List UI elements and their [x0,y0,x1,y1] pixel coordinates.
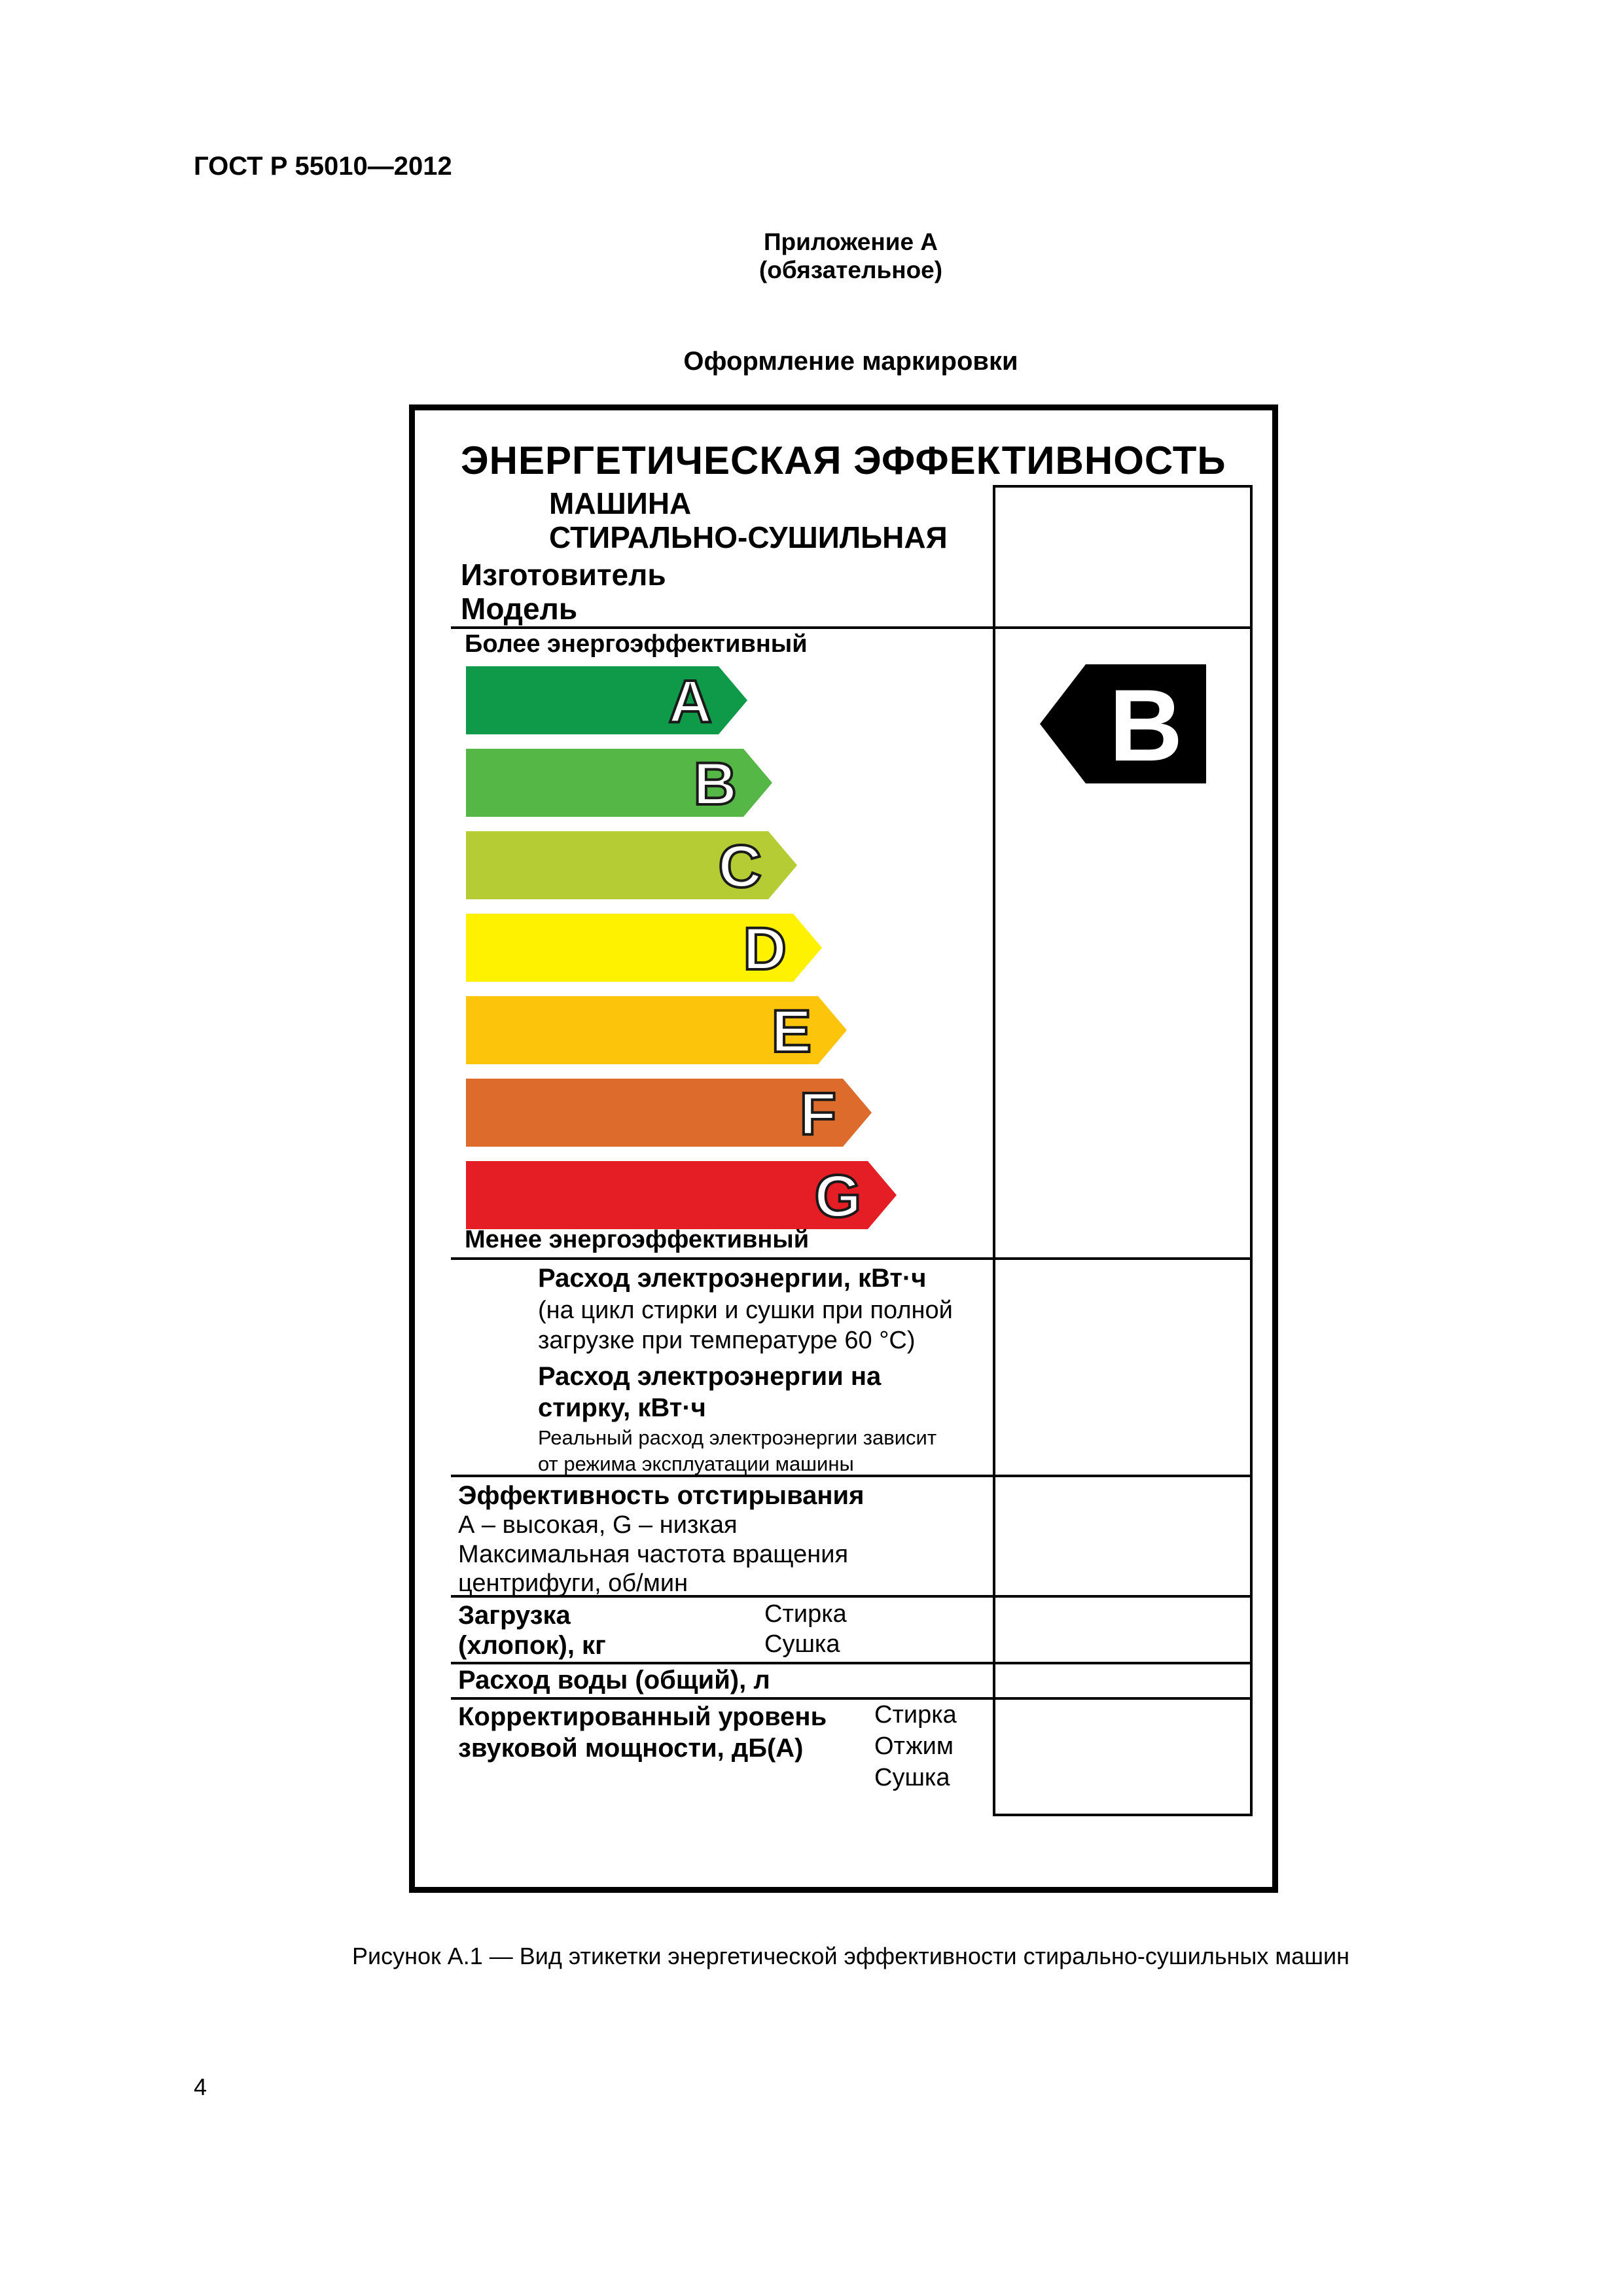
appliance-type-line1: МАШИНА [549,486,692,520]
energy-class-letter-b: B [693,751,737,817]
water-consumption: Расход воды (общий), л [458,1666,770,1695]
energy-wash-heading [538,1361,881,1424]
spin-max-line2: центрифуги, об/мин [458,1570,688,1597]
noise-wash: Стирка [874,1701,957,1729]
spin-max-speed [458,1540,848,1598]
load-wash: Стирка [764,1600,847,1628]
document-code: ГОСТ Р 55010—2012 [194,152,452,181]
energy-class-letter-f: F [799,1081,836,1147]
energy-label [409,404,1278,1893]
appliance-type-line2: СТИРАЛЬНО-СУШИЛЬНАЯ [549,520,948,554]
energy-real-line2: от режима эксплуатации машины [538,1452,854,1475]
energy-class-letter-d: D [743,916,787,982]
label-title: ЭНЕРГЕТИЧЕСКАЯ ЭФФЕКТИВНОСТЬ [461,439,1226,482]
annex-type: (обязательное) [758,257,943,283]
energy-wash-line2: стирку, кВт·ч [538,1393,706,1422]
noise-line2: звуковой мощности, дБ(А) [458,1734,804,1763]
figure-caption: Рисунок А.1 — Вид этикетки энергетической эффективности стирально-сушильных машин [351,1943,1350,1969]
section-title: Оформление маркировки [683,347,1018,376]
annex-title: Приложение А [763,228,938,255]
page-number: 4 [194,2073,207,2100]
energy-note-line1: (на цикл стирки и сушки при полной [538,1297,953,1324]
more-efficient-label: Более энергоэффективный [465,630,808,658]
spin-max-line1: Максимальная частота вращения [458,1541,849,1568]
energy-class-letter-e: E [771,998,812,1065]
noise-dry: Сушка [874,1764,950,1791]
load-dry: Сушка [764,1630,840,1658]
load-line2: (хлопок), кг [458,1631,606,1660]
energy-real-line1: Реальный расход электроэнергии зависит [538,1426,937,1449]
energy-class-letter-c: C [718,833,762,900]
spin-efficiency-scale: А – высокая, G – низкая [458,1511,738,1539]
noise-heading [458,1701,827,1764]
energy-real-note [538,1425,936,1477]
energy-consumption-note [538,1295,953,1355]
load-heading [458,1600,606,1660]
spin-efficiency-heading: Эффективность отстирывания [458,1481,865,1510]
load-line1: Загрузка [458,1601,571,1630]
model-label: Модель [461,592,578,626]
energy-consumption-heading: Расход электроэнергии, кВт·ч [538,1264,927,1293]
energy-class-letter-a: A [668,668,712,735]
less-efficient-label: Менее энергоэффективный [465,1226,810,1253]
noise-line1: Корректированный уровень [458,1702,827,1731]
energy-wash-line1: Расход электроэнергии на [538,1362,882,1391]
noise-spin: Отжим [874,1732,954,1760]
energy-class-letter-g: G [814,1163,861,1230]
current-class-letter: B [1109,669,1183,783]
energy-note-line2: загрузке при температуре 60 °С) [538,1327,916,1354]
manufacturer-label: Изготовитель [461,558,666,592]
